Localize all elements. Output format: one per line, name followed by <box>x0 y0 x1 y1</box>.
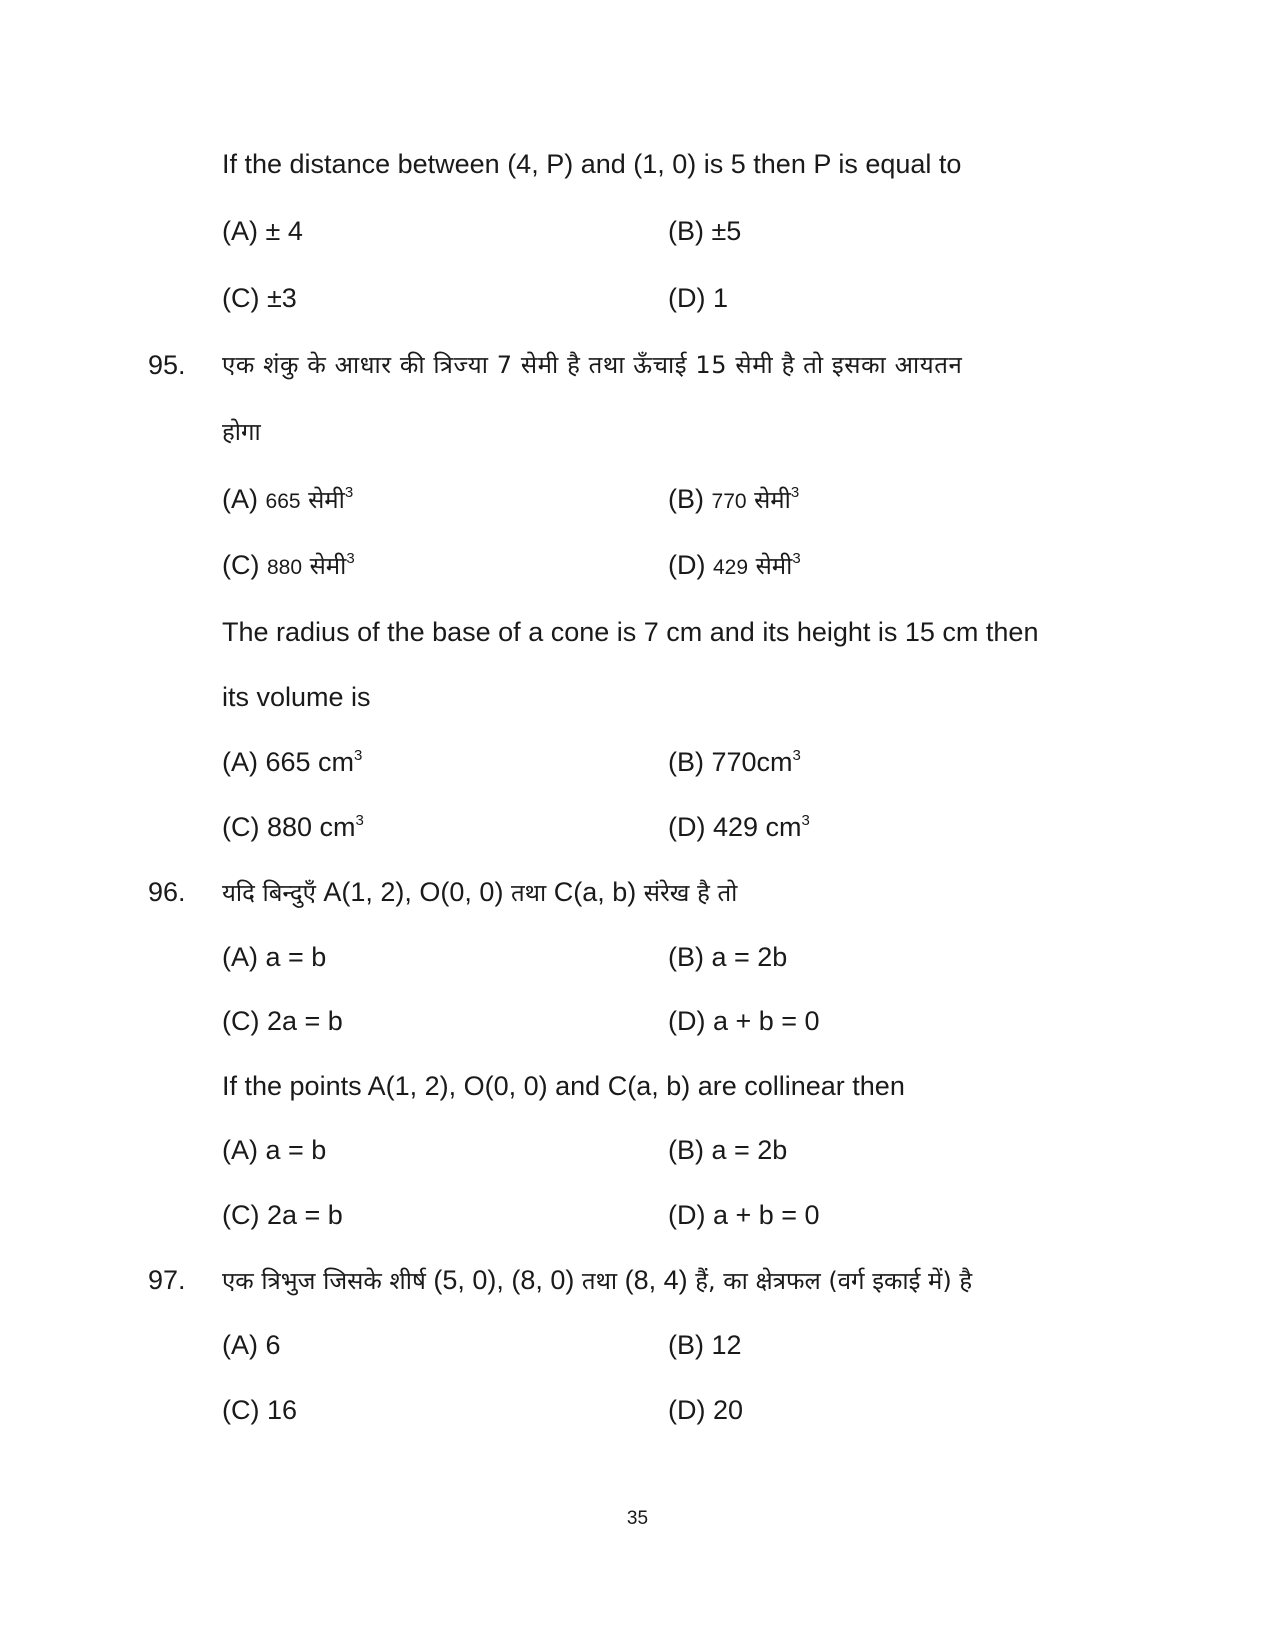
q96-hindi-option-c: (C) 2a = b <box>222 1006 343 1036</box>
option-exponent: 3 <box>355 812 364 829</box>
q95-english-option-a <box>222 745 362 779</box>
q96-hindi-option-a: (A) a = b <box>222 942 327 972</box>
option-label: (B) <box>668 484 704 514</box>
q97-option-d: (D) 20 <box>668 1395 744 1425</box>
option-text: (C) 880 cm <box>222 812 356 842</box>
q94-option-c: (C) ±3 <box>222 283 297 313</box>
q94-question-text: If the distance between (4, P) and (1, 0) is 5 then P is equal to <box>222 149 962 179</box>
option-unit: सेमी <box>309 552 347 580</box>
option-exponent: 3 <box>354 747 363 764</box>
q97-vertices: (5, 0), (8, 0) <box>433 1265 575 1295</box>
q97-number: 97. <box>148 1265 186 1295</box>
q95-english-option-c <box>222 810 364 844</box>
q97-hindi-part5: हैं, का क्षेत्रफल (वर्ग इकाई में) है <box>695 1267 973 1295</box>
q97-vertex-3: (8, 4) <box>624 1265 688 1295</box>
q95-hindi-option-d <box>668 548 801 585</box>
q94-option-a: (A) ± 4 <box>222 216 303 246</box>
option-exponent: 3 <box>792 550 801 567</box>
q96-english-option-c: (C) 2a = b <box>222 1200 343 1230</box>
option-value: 770 <box>711 490 747 513</box>
q97-option-b: (B) 12 <box>668 1330 742 1360</box>
q95-english-line2: its volume is <box>222 682 371 712</box>
option-unit: सेमी <box>754 486 791 514</box>
option-value: 880 <box>267 556 303 579</box>
page-number: 35 <box>626 1508 649 1529</box>
q96-english-option-d: (D) a + b = 0 <box>668 1200 820 1230</box>
q94-option-b: (B) ±5 <box>668 216 742 246</box>
q96-english-question: If the points A(1, 2), O(0, 0) and C(a, b) are collinear then <box>222 1071 905 1101</box>
q95-hindi-option-c <box>222 548 355 585</box>
q97-hindi-question <box>222 1263 972 1298</box>
q95-hindi-line1: एक शंकु के आधार की त्रिज्या 7 सेमी है तथा ऊँचाई 15 सेमी है तो इसका आयतन <box>222 351 963 379</box>
q97-option-a: (A) 6 <box>222 1330 281 1360</box>
option-text: (D) 429 cm <box>668 812 802 842</box>
q95-hindi-option-b <box>668 482 799 519</box>
q96-hindi-question <box>222 875 737 910</box>
q96-english-option-b: (B) a = 2b <box>668 1135 788 1165</box>
option-value: 429 <box>713 556 749 579</box>
option-text: (B) 770cm <box>668 747 793 777</box>
q97-option-c: (C) 16 <box>222 1395 298 1425</box>
option-unit: सेमी <box>308 486 345 514</box>
option-exponent: 3 <box>346 550 355 567</box>
q96-hindi-part1: यदि बिन्दुएँ <box>222 879 316 907</box>
q97-hindi-part3: तथा <box>581 1267 618 1295</box>
option-value: 665 <box>265 490 301 513</box>
option-label: (C) <box>222 550 260 580</box>
q95-english-option-b <box>668 745 801 779</box>
q96-hindi-option-b: (B) a = 2b <box>668 942 788 972</box>
q96-points: A(1, 2), O(0, 0) <box>323 877 504 907</box>
option-exponent: 3 <box>792 747 801 764</box>
q95-hindi-option-a <box>222 482 353 519</box>
q97-hindi-part1: एक त्रिभुज जिसके शीर्ष <box>222 1267 426 1295</box>
q96-hindi-part5: संरेख है तो <box>643 879 738 907</box>
option-exponent: 3 <box>801 812 810 829</box>
option-exponent: 3 <box>790 484 800 501</box>
q94-option-d: (D) 1 <box>668 283 728 313</box>
q96-number: 96. <box>148 877 186 907</box>
q96-point-c: C(a, b) <box>553 877 637 907</box>
option-label: (D) <box>668 550 706 580</box>
q95-number: 95. <box>148 350 186 380</box>
option-unit: सेमी <box>755 552 793 580</box>
option-exponent: 3 <box>344 484 354 501</box>
q95-english-line1: The radius of the base of a cone is 7 cm and its height is 15 cm then <box>222 617 1039 647</box>
q96-hindi-part3: तथा <box>510 879 547 907</box>
q95-hindi-line2: होगा <box>222 418 261 446</box>
option-label: (A) <box>222 484 258 514</box>
q96-hindi-option-d: (D) a + b = 0 <box>668 1006 820 1036</box>
option-text: (A) 665 cm <box>222 747 355 777</box>
q96-english-option-a: (A) a = b <box>222 1135 327 1165</box>
q95-english-option-d <box>668 810 810 844</box>
